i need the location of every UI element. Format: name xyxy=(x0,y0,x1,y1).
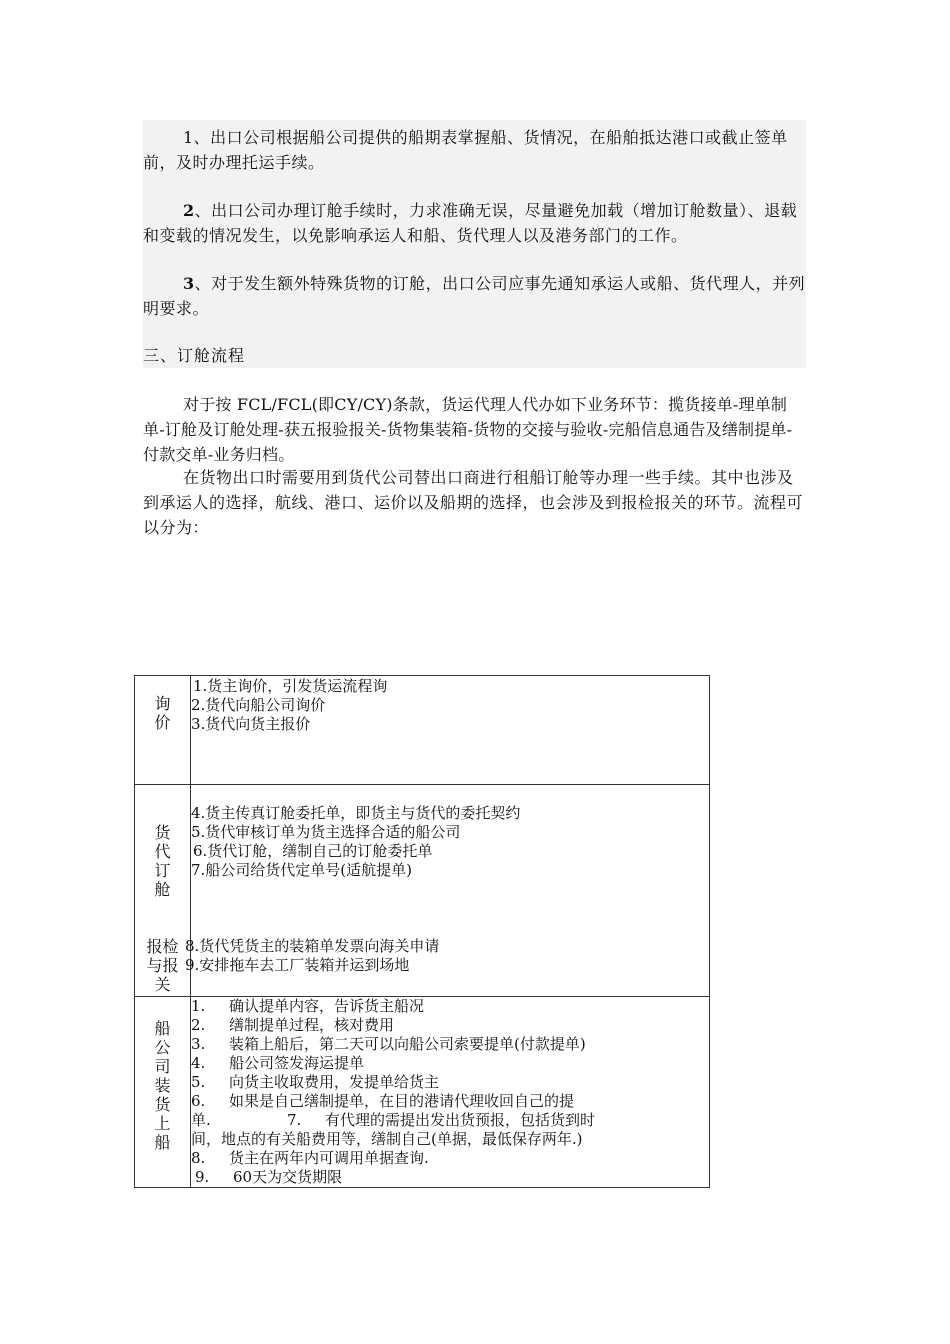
list-item xyxy=(191,1035,709,1054)
row-label-inspection-text: 报检与报关 xyxy=(146,937,179,994)
list-item: 1.货主询价，引发货运流程询 xyxy=(193,677,388,695)
table-row-shipping xyxy=(135,997,710,1188)
intro-paragraph-1: 1、出口公司根据船公司提供的船期表掌握船、货情况，在船舶抵达港口或截止签单前，及时办理托运手续。 xyxy=(143,128,788,172)
item-number: 1. xyxy=(191,997,206,1015)
item-number: 6. xyxy=(191,1092,206,1110)
list-item: 4.货主传真订舱委托单，即货主与货代的委托契约 xyxy=(191,804,521,822)
table-row-booking xyxy=(135,785,710,997)
list-item: 2.货代向船公司询价 xyxy=(191,696,326,714)
row-content-inquiry xyxy=(191,676,710,785)
item-text: 有代理的需提出发出货预报，包括货到时 xyxy=(325,1111,596,1129)
row-content-booking xyxy=(185,785,710,997)
item-number: 9. xyxy=(195,1168,210,1186)
item-number: 3. xyxy=(191,1035,206,1053)
list-item: 5.货代审核订单为货主选择合适的船公司 xyxy=(191,823,461,841)
list-item: 9.安排拖车去工厂装箱并运到场地 xyxy=(185,956,410,974)
list-item: 8.货代凭货主的装箱单发票向海关申请 xyxy=(185,937,440,955)
list-item xyxy=(191,1016,709,1035)
item-number: 2. xyxy=(191,1016,206,1034)
item-number: 8. xyxy=(191,1149,206,1167)
list-item xyxy=(191,1073,709,1092)
item-text: 装箱上船后，第二天可以向船公司索要提单(付款提单) xyxy=(229,1035,586,1053)
intro-paragraph-3 xyxy=(143,271,807,321)
intro-paragraph-2-text: 、出口公司办理订舱手续时，力求准确无误，尽量避免加载（增加订舱数量）、退载和变载的情况发生，以免影响承运人和船、货代理人以及港务部门的工作。 xyxy=(143,201,798,245)
list-item: 6.货代订舱，缮制自己的订舱委托单 xyxy=(193,842,433,860)
item-text: 缮制提单过程，核对费用 xyxy=(229,1016,395,1034)
table-row-inquiry xyxy=(135,676,710,785)
item-text: 向货主收取费用，发提单给货主 xyxy=(229,1073,440,1091)
section-paragraph-2: 在货物出口时需要用到货代公司替出口商进行租船订舱等办理一些手续。其中也涉及到承运人的选择，航线、港口、运价以及船期的选择，也会涉及到报检报关的环节。流程可以分为： xyxy=(143,468,804,537)
list-item: 3.货代向货主报价 xyxy=(191,715,311,733)
row-content-shipping xyxy=(191,997,710,1188)
row-label-shipping-text: 船公司装货上船 xyxy=(154,1019,171,1152)
item-number: 4. xyxy=(191,1054,206,1072)
intro-paragraph-2-number: 2 xyxy=(183,201,195,220)
item-text: 货主在两年内可调用单据查询. xyxy=(229,1149,429,1167)
item-number: 5. xyxy=(191,1073,206,1091)
item-text: 船公司签发海运提单 xyxy=(229,1054,365,1072)
process-table xyxy=(134,675,710,1188)
list-item: 间，地点的有关船费用等，缮制自己(单据，最低保存两年.) xyxy=(191,1130,583,1148)
list-item xyxy=(191,997,709,1016)
row-label-inquiry-text: 询价 xyxy=(154,694,171,732)
row-label-shipping xyxy=(135,997,191,1188)
intro-paragraph-3-text: 、对于发生额外特殊货物的订舱，出口公司应事先通知承运人或船、货代理人，并列明要求。 xyxy=(143,274,806,318)
item-number: 7. xyxy=(287,1111,302,1129)
row-label-booking-text: 货代订舱 xyxy=(154,823,171,899)
item-wrap: 单. xyxy=(191,1111,211,1129)
section-heading: 三、订舱流程 xyxy=(143,346,246,365)
row-label-booking xyxy=(135,785,191,997)
list-item: 7.船公司给货代定单号(适航提单) xyxy=(191,861,413,879)
list-item xyxy=(191,1168,709,1187)
intro-paragraph-2 xyxy=(143,198,807,248)
list-item xyxy=(191,1149,709,1168)
section-paragraph-1: 对于按 FCL/FCL(即CY/CY)条款，货运代理人代办如下业务环节：揽货接单-理单制单-订舱及订舱处理-获五报验报关-货物集装箱-货物的交接与验收-完船信息通告及缮制提单-付款交单-业务归档。 xyxy=(143,395,793,464)
intro-paragraph-3-number: 3 xyxy=(183,274,195,293)
item-text: 确认提单内容，告诉货主船况 xyxy=(229,997,425,1015)
list-item xyxy=(191,1092,709,1111)
list-item xyxy=(191,1111,709,1130)
item-text: 60天为交货期限 xyxy=(233,1168,343,1186)
list-item xyxy=(191,1054,709,1073)
row-label-inquiry xyxy=(135,676,191,785)
item-text: 如果是自己缮制提单，在目的港请代理收回自己的提 xyxy=(229,1092,575,1110)
